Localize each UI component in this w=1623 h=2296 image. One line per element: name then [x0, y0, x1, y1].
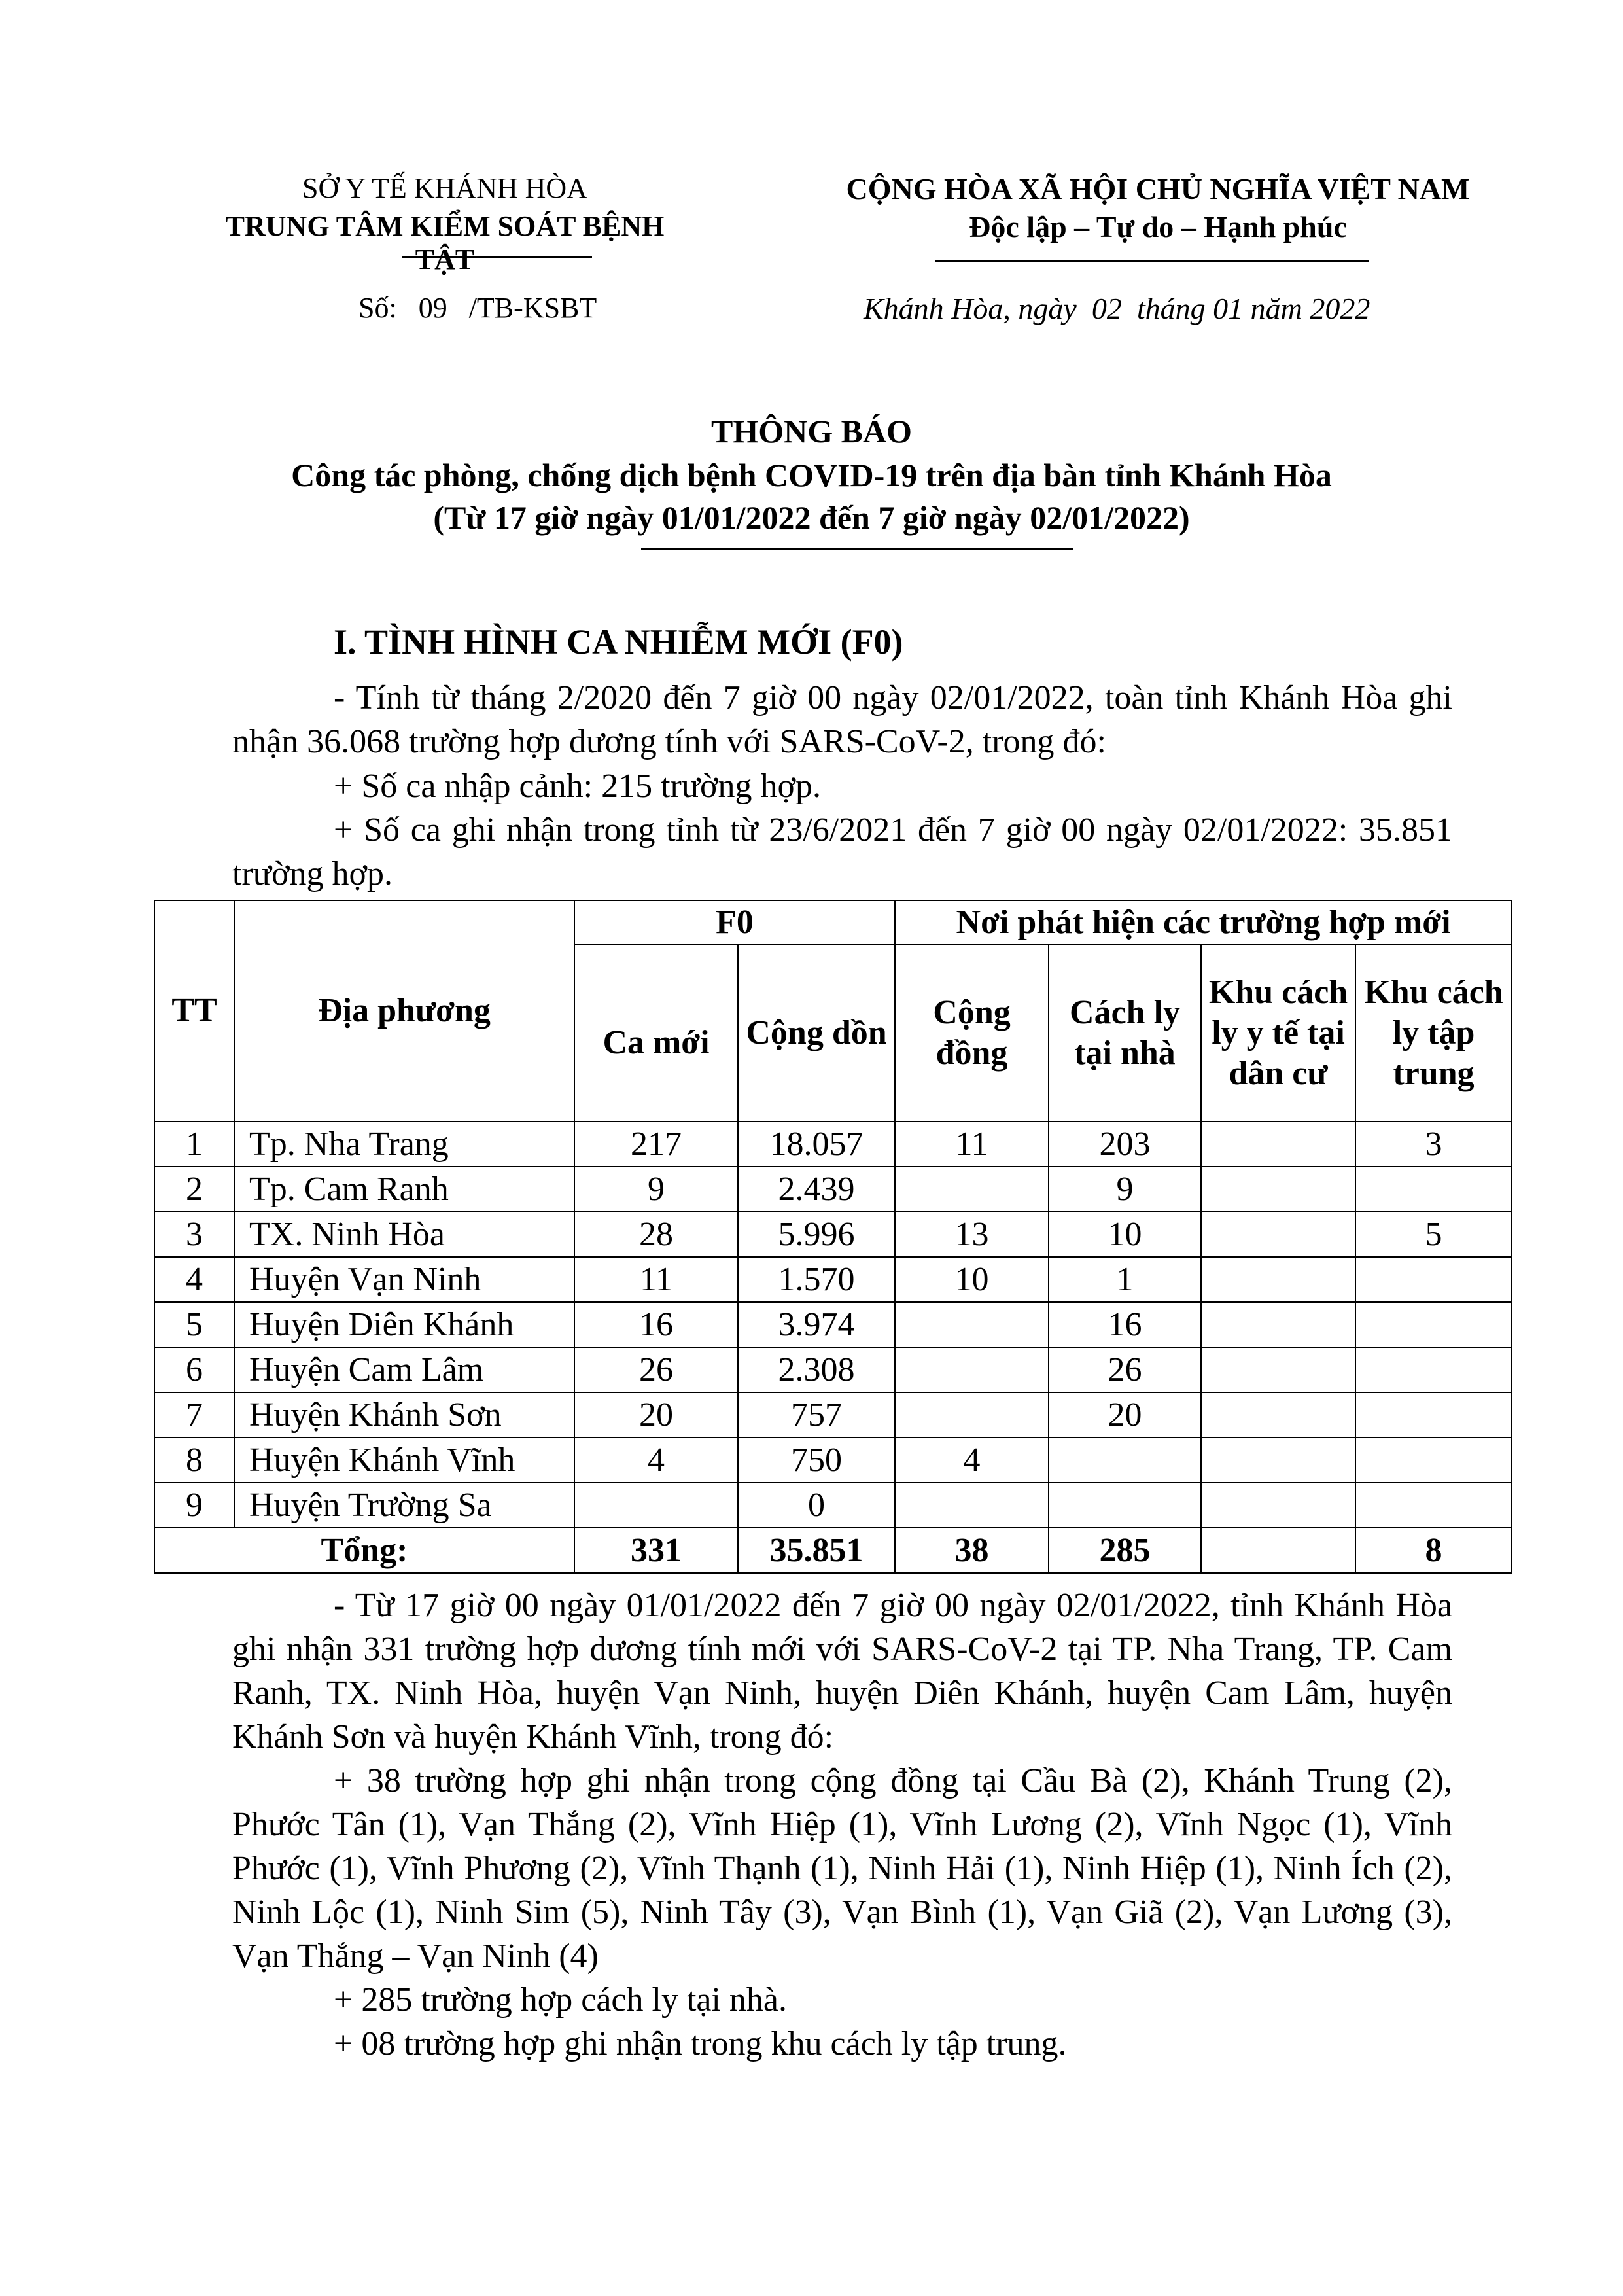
paragraph-home-isolation: + 285 trường hợp cách ly tại nhà. [334, 1981, 788, 2019]
row-value [1201, 1347, 1355, 1392]
row-value: 2.308 [738, 1347, 895, 1392]
row-value [1201, 1212, 1355, 1257]
row-value: 5 [1355, 1212, 1512, 1257]
row-value: 26 [1049, 1347, 1201, 1392]
row-value: 3 [1355, 1122, 1512, 1167]
row-value [1355, 1302, 1512, 1347]
row-value [895, 1302, 1049, 1347]
row-index: 6 [154, 1347, 234, 1392]
row-index: 9 [154, 1483, 234, 1528]
table-row [154, 1347, 1512, 1392]
row-locality: Huyện Cam Lâm [234, 1347, 574, 1392]
total-cell: 38 [895, 1528, 1049, 1573]
row-value: 28 [574, 1212, 738, 1257]
row-value [1355, 1392, 1512, 1438]
row-locality: Tp. Cam Ranh [234, 1167, 574, 1212]
row-value: 16 [574, 1302, 738, 1347]
row-locality: Huyện Khánh Sơn [234, 1392, 574, 1438]
row-value: 0 [738, 1483, 895, 1528]
total-cell: 285 [1049, 1528, 1201, 1573]
header-cumulative: Cộng dồn [738, 945, 895, 1122]
row-locality: Huyện Trường Sa [234, 1483, 574, 1528]
place-date: Khánh Hòa, ngày 02 tháng 01 năm 2022 [864, 292, 1370, 325]
row-value: 2.439 [738, 1167, 895, 1212]
row-value: 9 [574, 1167, 738, 1212]
table-row [154, 1122, 1512, 1167]
paragraph-local: + Số ca ghi nhận trong tỉnh từ 23/6/2021 đến 7 giờ 00 ngày 02/01/2022: 35.851 trường hợp. [232, 811, 1452, 892]
motto: Độc lập – Tự do – Hạnh phúc [969, 210, 1347, 243]
row-value [1201, 1302, 1355, 1347]
row-value [1355, 1257, 1512, 1302]
header-f0: F0 [574, 900, 895, 945]
header-home-isolation: Cách ly tại nhà [1049, 945, 1201, 1122]
row-value [1201, 1257, 1355, 1302]
document-number: Số: 09 /TB-KSBT [358, 292, 597, 324]
row-value: 11 [574, 1257, 738, 1302]
row-value [1355, 1167, 1512, 1212]
agency-parent: SỞ Y TẾ KHÁNH HÒA [302, 172, 587, 204]
row-value [1201, 1167, 1355, 1212]
header-new-cases: Ca mới [574, 945, 738, 1122]
row-value [1201, 1438, 1355, 1483]
row-value [1049, 1483, 1201, 1528]
row-index: 2 [154, 1167, 234, 1212]
table-row [154, 1392, 1512, 1438]
table-row [154, 1483, 1512, 1528]
row-locality: Huyện Vạn Ninh [234, 1257, 574, 1302]
row-value: 26 [574, 1347, 738, 1392]
total-label: Tổng: [154, 1528, 574, 1573]
cases-table [154, 900, 1512, 1574]
row-value: 757 [738, 1392, 895, 1438]
table-total-row [154, 1528, 1512, 1573]
total-cell: 331 [574, 1528, 738, 1573]
row-value: 20 [1049, 1392, 1201, 1438]
total-cell: 35.851 [738, 1528, 895, 1573]
document-period: (Từ 17 giờ ngày 01/01/2022 đến 7 giờ ngày 02/01/2022) [433, 499, 1190, 536]
row-value [574, 1483, 738, 1528]
paragraph-new-cases: - Từ 17 giờ 00 ngày 01/01/2022 đến 7 giờ 00 ngày 02/01/2022, tỉnh Khánh Hòa ghi nhận 331 trường hợp dương tính mới với SARS-CoV-2 tại TP. Nha Trang, TP. Cam Ranh, TX. Ninh Hòa, huyện Vạn Ninh, huyện Diên Khánh, huyện Cam Lâm, huyện Khánh Sơn và huyện Khánh Vĩnh, trong đó: [232, 1587, 1452, 1756]
header-detected: Nơi phát hiện các trường hợp mới [895, 900, 1512, 945]
row-value: 750 [738, 1438, 895, 1483]
row-value [1355, 1438, 1512, 1483]
row-locality: Huyện Diên Khánh [234, 1302, 574, 1347]
paragraph-concentrated: + 08 trường hợp ghi nhận trong khu cách ly tập trung. [334, 2025, 1067, 2062]
motto-underline [935, 260, 1369, 262]
row-locality: Huyện Khánh Vĩnh [234, 1438, 574, 1483]
document-subtitle: Công tác phòng, chống dịch bệnh COVID-19 trên địa bàn tỉnh Khánh Hòa [291, 457, 1332, 493]
row-index: 1 [154, 1122, 234, 1167]
title-underline [641, 548, 1073, 550]
row-value: 18.057 [738, 1122, 895, 1167]
agency-name: TRUNG TÂM KIỂM SOÁT BỆNH TẬT [225, 210, 665, 275]
row-value: 1.570 [738, 1257, 895, 1302]
agency-underline [402, 256, 592, 258]
row-locality: TX. Ninh Hòa [234, 1212, 574, 1257]
row-locality: Tp. Nha Trang [234, 1122, 574, 1167]
section-heading: I. TÌNH HÌNH CA NHIỄM MỚI (F0) [334, 622, 903, 662]
table-row [154, 1167, 1512, 1212]
row-value [895, 1483, 1049, 1528]
header-medical-isolation: Khu cách ly y tế tại dân cư [1201, 945, 1355, 1122]
table-row [154, 1438, 1512, 1483]
row-index: 7 [154, 1392, 234, 1438]
header-locality: Địa phương [234, 900, 574, 1122]
table-row [154, 1257, 1512, 1302]
row-value: 16 [1049, 1302, 1201, 1347]
row-value: 11 [895, 1122, 1049, 1167]
table-body [154, 1122, 1512, 1528]
table-row [154, 1302, 1512, 1347]
paragraph-imported: + Số ca nhập cảnh: 215 trường hợp. [334, 768, 822, 805]
row-index: 3 [154, 1212, 234, 1257]
row-value: 5.996 [738, 1212, 895, 1257]
paragraph-total: - Tính từ tháng 2/2020 đến 7 giờ 00 ngày 02/01/2022, toàn tỉnh Khánh Hòa ghi nhận 36.068 trường hợp dương tính với SARS-CoV-2, trong đó: [232, 679, 1452, 760]
row-value: 10 [895, 1257, 1049, 1302]
row-value: 4 [574, 1438, 738, 1483]
row-value: 1 [1049, 1257, 1201, 1302]
header-concentrated-isolation: Khu cách ly tập trung [1355, 945, 1512, 1122]
row-value: 203 [1049, 1122, 1201, 1167]
row-value: 10 [1049, 1212, 1201, 1257]
row-value: 9 [1049, 1167, 1201, 1212]
row-value [895, 1392, 1049, 1438]
total-cell [1201, 1528, 1355, 1573]
table-row [154, 1212, 1512, 1257]
row-value [1355, 1483, 1512, 1528]
row-value: 13 [895, 1212, 1049, 1257]
row-value [1049, 1438, 1201, 1483]
row-value: 4 [895, 1438, 1049, 1483]
row-value: 3.974 [738, 1302, 895, 1347]
row-value [1201, 1122, 1355, 1167]
paragraph-community-cases: + 38 trường hợp ghi nhận trong cộng đồng tại Cầu Bà (2), Khánh Trung (2), Phước Tân (1), Vạn Thắng (2), Vĩnh Hiệp (1), Vĩnh Lương (2), Vĩnh Ngọc (1), Vĩnh Phước (1), Vĩnh Phương (2), Vĩnh Thạnh (1), Ninh Hải (1), Ninh Hiệp (1), Ninh Ích (2), Ninh Lộc (1), Ninh Sim (5), Ninh Tây (3), Vạn Bình (1), Vạn Giã (2), Vạn Lương (3), Vạn Thắng – Vạn Ninh (4) [232, 1762, 1452, 1975]
total-cell: 8 [1355, 1528, 1512, 1573]
nation-title: CỘNG HÒA XÃ HỘI CHỦ NGHĨA VIỆT NAM [846, 172, 1470, 205]
row-index: 4 [154, 1257, 234, 1302]
header-community: Cộng đồng [895, 945, 1049, 1122]
row-value [895, 1347, 1049, 1392]
row-index: 5 [154, 1302, 234, 1347]
row-value [1201, 1392, 1355, 1438]
document-title: THÔNG BÁO [711, 413, 912, 450]
header-tt: TT [154, 900, 234, 1122]
row-value [895, 1167, 1049, 1212]
row-value: 217 [574, 1122, 738, 1167]
row-value [1355, 1347, 1512, 1392]
row-value [1201, 1483, 1355, 1528]
row-value: 20 [574, 1392, 738, 1438]
row-index: 8 [154, 1438, 234, 1483]
